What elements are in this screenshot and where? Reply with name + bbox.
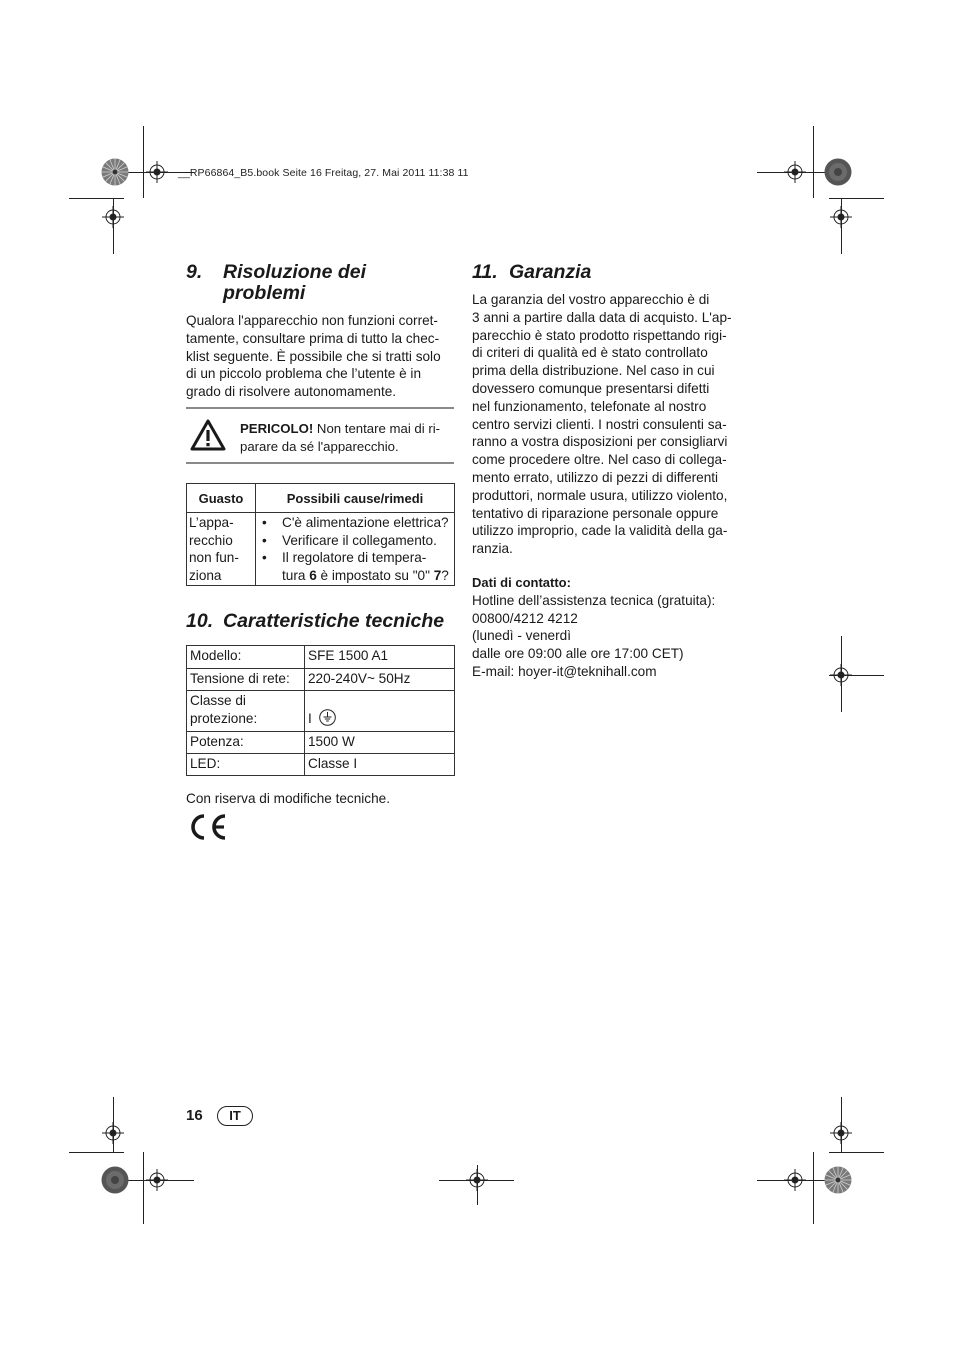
email-line: E-mail: hoyer-it@teknihall.com [472,663,657,679]
warranty-line: produttori, normale usura, utilizzo violento, [472,487,728,503]
crosshair-icon [830,664,852,686]
spec-value: 1500 W [305,732,455,754]
table-row [187,646,455,669]
section-11-title: Garanzia [509,261,592,283]
remedy-line: ? [441,567,449,583]
warning-text [240,420,454,455]
warranty-line: parecchio è stato prodotto rispettando rigi- [472,327,727,343]
spec-label: Potenza: [187,732,305,754]
warranty-line: tentativo di riparazione personale oppure [472,505,719,521]
table-row [187,754,455,776]
remedy-item [258,549,452,584]
intro-line: di un piccolo problema che l’utente è in [186,366,422,382]
remedy-line: Il regolatore di tempera- [282,550,427,566]
fault-line: ziona [189,567,222,583]
column-header-remedies: Possibili cause/rimedi [256,484,455,513]
troubleshooting-table [186,483,455,586]
page-number: 16 [186,1107,203,1124]
spec-value [305,691,455,732]
crosshair-icon [830,1122,852,1144]
section-11-number: 11. [472,261,498,283]
table-row [187,669,455,691]
remedy-item: • Verificare il collegamento. [258,532,452,550]
warranty-line: ranzia. [472,541,513,557]
color-rosette-icon [101,1166,129,1194]
spec-value: 220-240V~ 50Hz [305,669,455,691]
fault-line: non fun- [189,550,239,566]
remedy-item: • C'è alimentazione elettrica? [258,514,452,532]
contact-line: dalle ore 09:00 alle ore 17:00 CET) [472,646,684,662]
color-rosette-icon [824,1166,852,1194]
crosshair-icon [102,206,124,228]
crosshair-icon [466,1169,488,1191]
spec-label [187,691,305,732]
table-row [187,513,455,586]
crosshair-icon [784,1169,806,1191]
section-10-number: 10. [186,610,214,632]
crosshair-icon [102,1122,124,1144]
intro-line: grado di risolvere autonomamente. [186,384,397,400]
warranty-line: La garanzia del vostro apparecchio è di [472,292,710,307]
section-10-title: Caratteristiche tecniche [223,610,445,632]
warning-line1: Non tentare mai di ri- [313,421,441,436]
earth-ground-icon [319,709,336,726]
warranty-line: nel funzionamento, telefonate al nostro [472,398,707,414]
section-9-title-line1: Risoluzione dei [223,261,367,283]
color-rosette-icon [101,158,129,186]
print-header: __RP66864_B5.book Seite 16 Freitag, 27. Mai 2011 11:38 11 [178,167,469,179]
section-9-intro [186,312,458,401]
warranty-line: ranno a vostra disposizioni per consigliarvi [472,434,728,450]
spec-label-line: protezione: [190,710,258,726]
modification-note: Con riserva di modifiche tecniche. [186,791,390,806]
color-rosette-icon [824,158,852,186]
warranty-line: centro servizi clienti. I nostri consulenti sa- [472,416,727,432]
warranty-body [472,291,752,558]
section-9-number: 9. [186,261,203,283]
spec-value: Classe I [305,754,455,776]
remedy-line: è impostato su "0" [316,567,434,583]
spec-label: Tensione di rete: [187,669,305,691]
spec-label-line: Classe di [190,693,246,708]
intro-line: Qualora l'apparecchio non funzioni corret- [186,313,438,328]
table-row [187,691,455,732]
warranty-line: mento errato, utilizzo di pezzi di differenti [472,469,719,485]
contact-line: 00800/4212 4212 [472,610,578,626]
spec-label: Modello: [187,646,305,669]
crosshair-icon [784,161,806,183]
fault-line: L’appa- [189,515,234,530]
spec-label: LED: [187,754,305,776]
warranty-line: 3 anni a partire dalla data di acquisto. L'ap- [472,309,732,325]
warranty-line: prima della distribuzione. Nel caso in cui [472,363,715,379]
intro-line: tamente, consultare prima di tutto la chec- [186,330,440,346]
warranty-line: di criteri di qualità ed è stato controllato [472,345,708,361]
technical-specs-table [186,645,455,776]
warning-triangle-icon [190,419,226,451]
ce-mark-icon [186,812,228,842]
warranty-line: utilizzo improprio, cade la validità della ga- [472,523,728,539]
column-header-fault: Guasto [187,484,256,513]
warranty-line: come procedere oltre. Nel caso di collega- [472,452,727,468]
table-header-row [187,484,455,513]
spec-value: SFE 1500 A1 [305,646,455,669]
crosshair-icon [146,161,168,183]
warranty-line: dovessero comunque presentarsi difetti [472,380,710,396]
crosshair-icon [830,206,852,228]
danger-warning-box [186,407,454,464]
contact-title: Dati di contatto: [472,575,571,590]
protection-class-value: I [308,711,312,727]
language-badge: IT [217,1106,253,1126]
fault-cell [187,513,256,586]
contact-line: Hotline dell’assistenza tecnica (gratuita): [472,592,716,608]
table-row [187,732,455,754]
control-number: 6 [309,567,317,583]
warning-label: PERICOLO! [240,421,314,436]
warning-line2: parare da sé l'apparecchio. [240,438,399,454]
section-9-title-line2: problemi [223,282,306,304]
crosshair-icon [146,1169,168,1191]
contact-line: (lunedì - venerdì [472,628,571,644]
remedy-line: tura [282,567,310,583]
contact-block [472,574,752,681]
intro-line: klist seguente. È possibile che si tratti solo [186,348,441,364]
remedies-cell [256,513,455,586]
control-number: 7 [433,567,442,583]
fault-line: recchio [189,532,233,548]
